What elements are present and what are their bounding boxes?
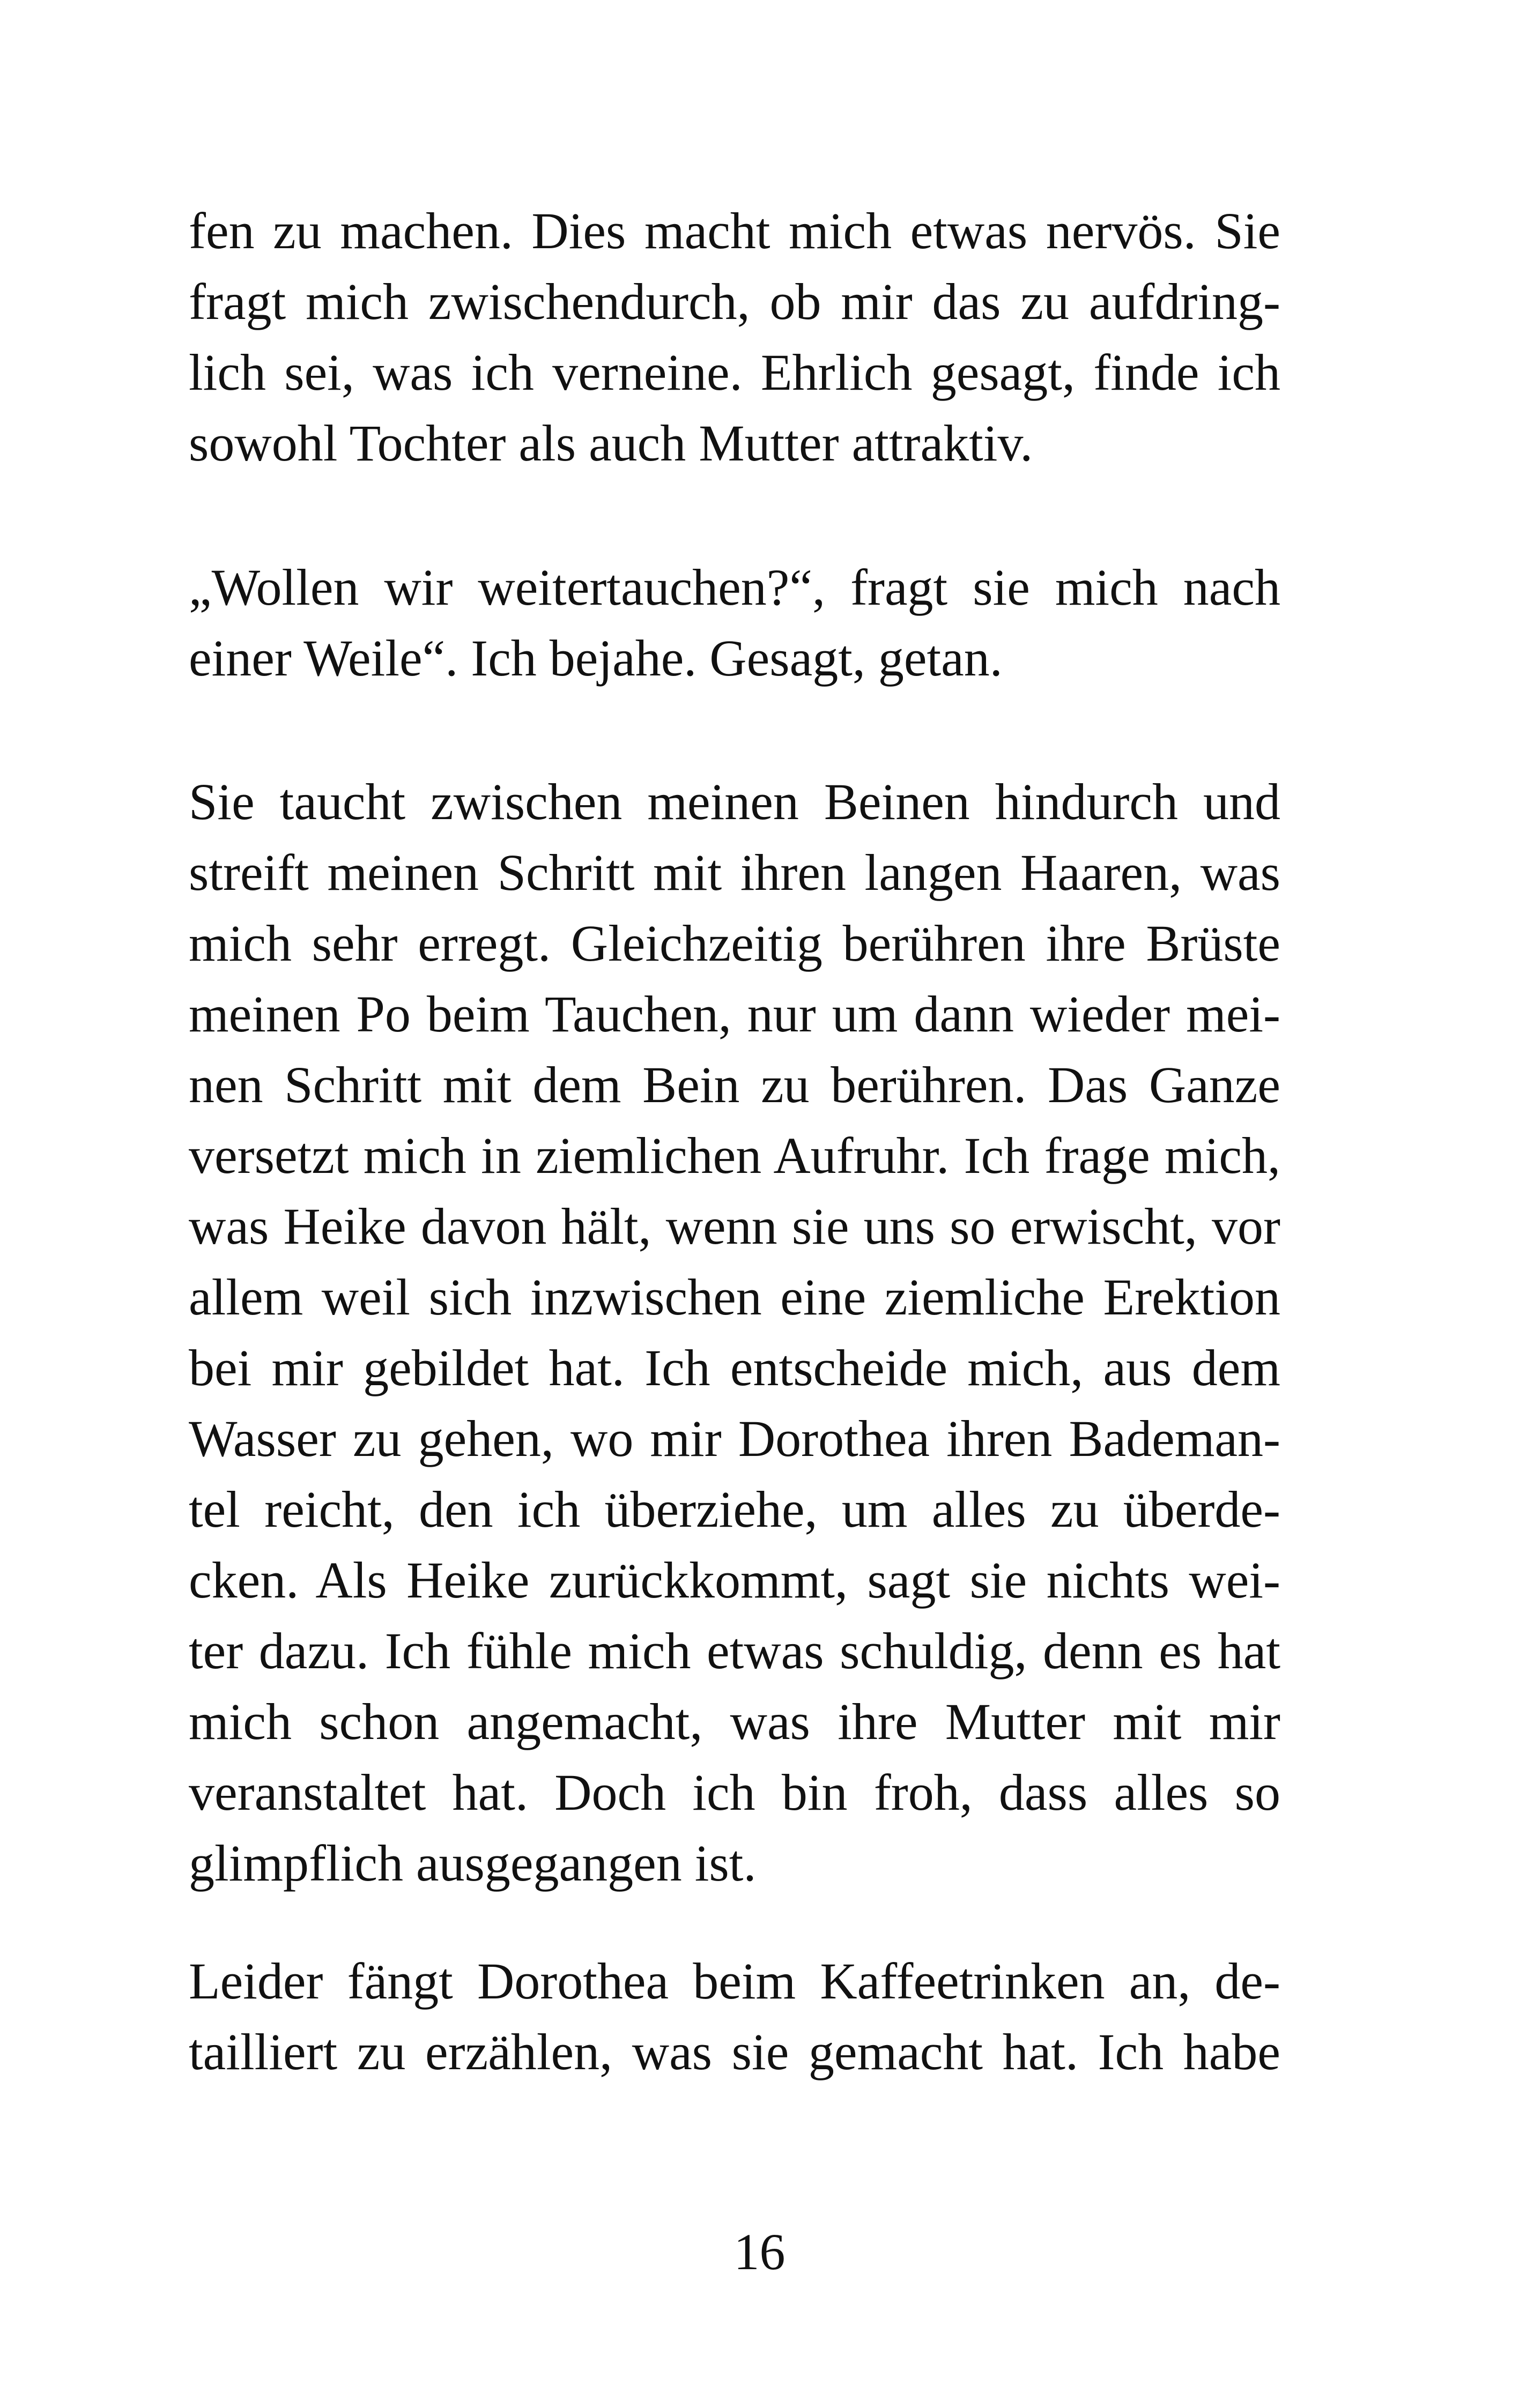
text-line: bei mir gebildet hat. Ich entscheide mich, aus dem (189, 1339, 1280, 1396)
text-line: was Heike davon hält, wenn sie uns so erwischt, vor (189, 1198, 1280, 1255)
text-line: Leider fängt Dorothea beim Kaffeetrinken an, de- (189, 1952, 1280, 2010)
text-line: allem weil sich inzwischen eine ziemliche Erektion (189, 1268, 1280, 1326)
text-line: lich sei, was ich verneine. Ehrlich gesagt, finde ich (189, 344, 1280, 401)
text-line: nen Schritt mit dem Bein zu berühren. Das Ganze (189, 1056, 1280, 1113)
text-line: fragt mich zwischendurch, ob mir das zu aufdring- (189, 273, 1280, 330)
text-line: sowohl Tochter als auch Mutter attraktiv. (189, 414, 1033, 472)
paragraph-1 (189, 196, 1280, 479)
text-line: glimpflich ausgegangen ist. (189, 1834, 757, 1892)
text-line: versetzt mich in ziemlichen Aufruhr. Ich frage mich, (189, 1127, 1280, 1184)
text-line: mich sehr erregt. Gleichzeitig berühren ihre Brüste (189, 915, 1280, 972)
text-line: „Wollen wir weitertauchen?“, fragt sie mich nach (189, 559, 1280, 616)
text-line: tailliert zu erzählen, was sie gemacht hat. Ich habe (189, 2023, 1280, 2080)
text-line: mich schon angemacht, was ihre Mutter mit mir (189, 1693, 1280, 1750)
text-line: cken. Als Heike zurückkommt, sagt sie nichts wei- (189, 1551, 1280, 1609)
text-line: einer Weile“. Ich bejahe. Gesagt, getan. (189, 629, 1003, 687)
paragraph-2 (189, 552, 1280, 694)
text-line: Wasser zu gehen, wo mir Dorothea ihren Bademan- (189, 1410, 1280, 1467)
text-line: veranstaltet hat. Doch ich bin froh, dass alles so (189, 1764, 1280, 1821)
text-line: ter dazu. Ich fühle mich etwas schuldig, denn es hat (189, 1622, 1280, 1679)
page-number: 16 (733, 2223, 786, 2280)
text-line: meinen Po beim Tauchen, nur um dann wieder mei- (189, 985, 1280, 1043)
text-line: fen zu machen. Dies macht mich etwas nervös. Sie (189, 202, 1280, 259)
paragraph-4 (189, 1946, 1280, 2087)
text-line: streift meinen Schritt mit ihren langen Haaren, was (189, 844, 1280, 901)
paragraph-3 (189, 767, 1280, 1899)
text-line: Sie taucht zwischen meinen Beinen hindurch und (189, 773, 1280, 830)
text-line: tel reicht, den ich überziehe, um alles zu überde- (189, 1481, 1280, 1538)
